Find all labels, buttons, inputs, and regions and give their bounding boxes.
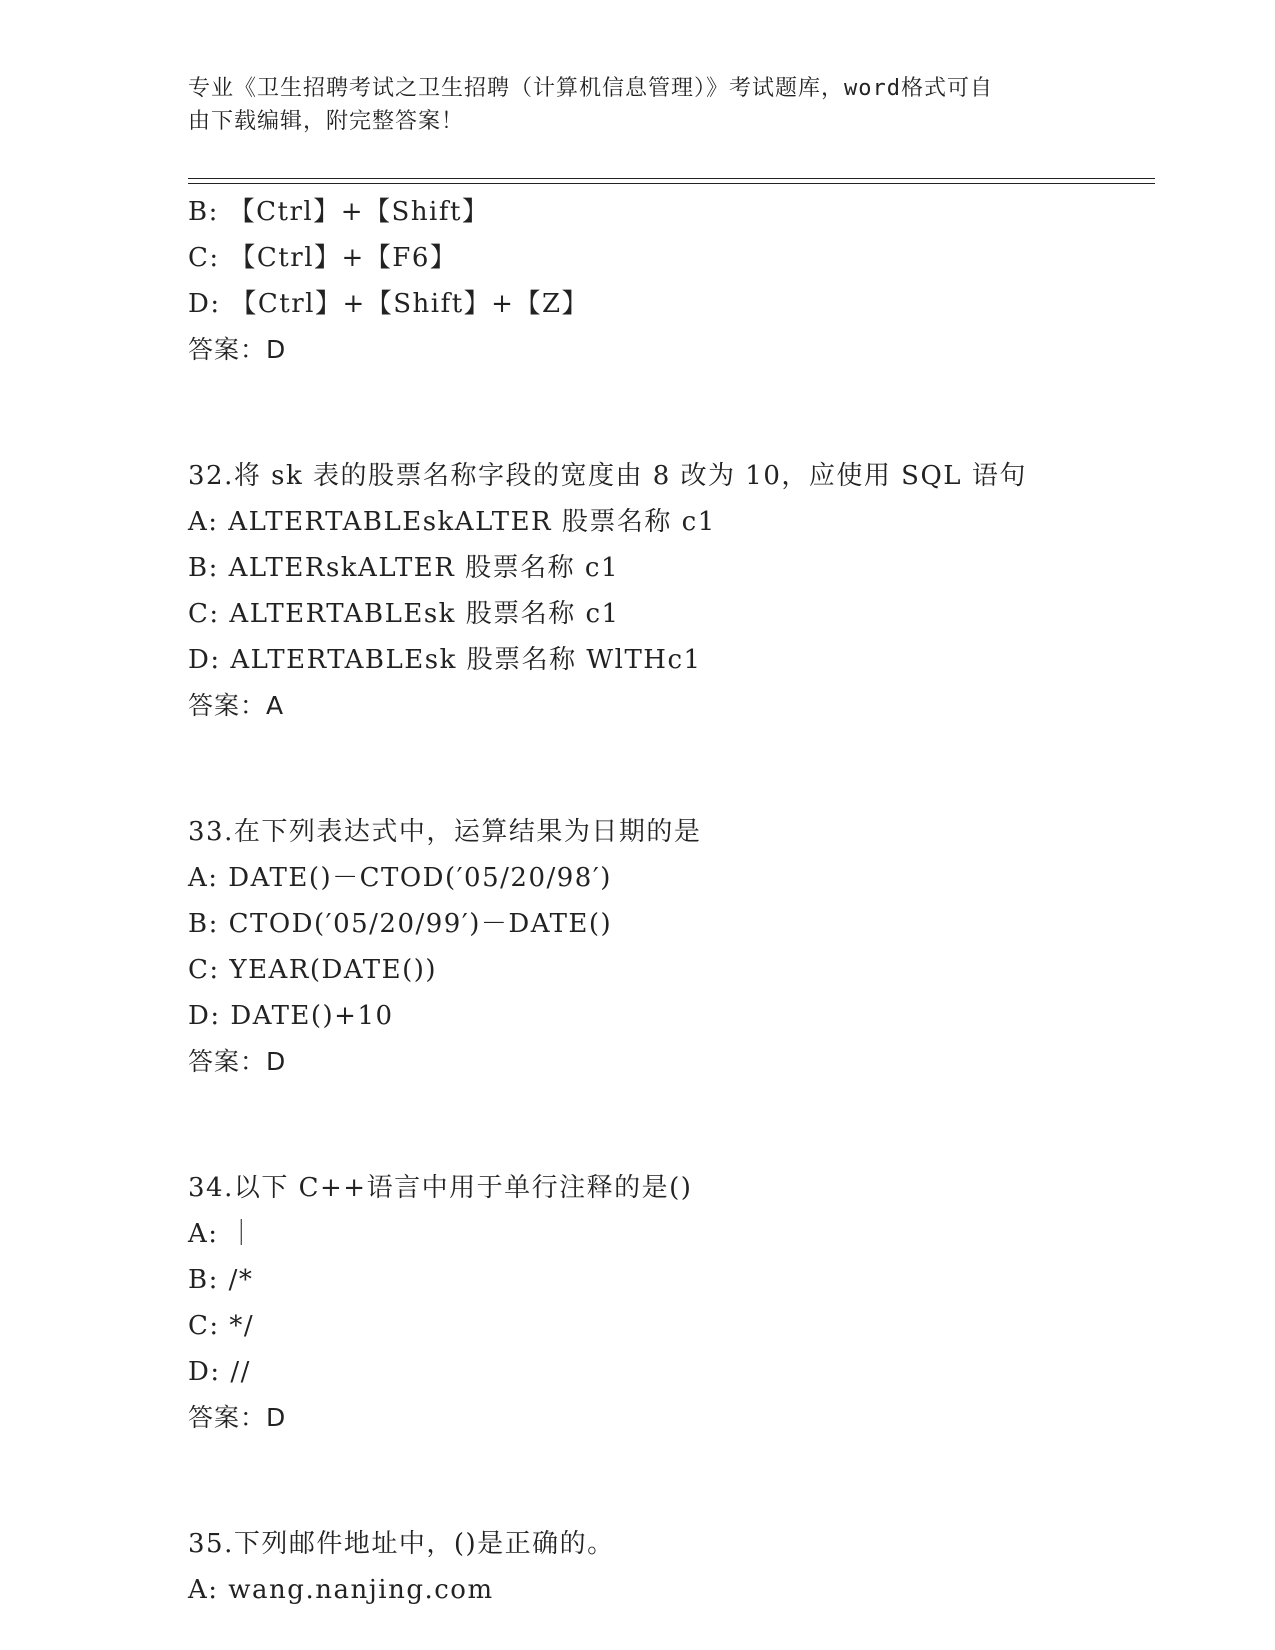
question-block-35 — [188, 1521, 1148, 1613]
option-c: C: YEAR(DATE()) — [188, 955, 438, 985]
option-a: A: wang.nanjing.com — [188, 1575, 494, 1605]
answer-line: 答案：D — [188, 1403, 287, 1432]
option-a: A: DATE()－CTOD(′05/20/98′) — [188, 863, 612, 893]
option-c: C: 【Ctrl】+【F6】 — [188, 243, 458, 273]
answer-line: 答案：D — [188, 335, 287, 364]
option-b: B: /* — [188, 1265, 254, 1295]
option-d: D: // — [188, 1357, 251, 1387]
option-a: A: ALTERTABLEskALTER 股票名称 c1 — [188, 507, 716, 537]
question-block-32 — [188, 453, 1148, 729]
option-d: D: ALTERTABLEsk 股票名称 WlTHc1 — [188, 645, 702, 675]
question-block-31 — [188, 189, 1148, 373]
spacer — [188, 373, 1148, 453]
question-list — [188, 189, 1148, 1613]
header-line-2: 由下载编辑，附完整答案！ — [188, 109, 465, 134]
header-divider-top — [188, 178, 1155, 179]
spacer — [188, 1085, 1148, 1165]
header-line-1: 专业《卫生招聘考试之卫生招聘（计算机信息管理）》考试题库，word格式可自 — [188, 76, 993, 101]
option-d: D: DATE()+10 — [188, 1001, 394, 1031]
spacer — [188, 729, 1148, 809]
option-c: C: ALTERTABLEsk 股票名称 c1 — [188, 599, 620, 629]
question-block-34 — [188, 1165, 1148, 1441]
option-b: B: CTOD(′05/20/99′)－DATE() — [188, 909, 613, 939]
option-b: B: ALTERskALTER 股票名称 c1 — [188, 553, 620, 583]
question-text: 35.下列邮件地址中，()是正确的。 — [188, 1529, 615, 1559]
answer-line: 答案：D — [188, 1047, 287, 1076]
option-a: A: ｜ — [188, 1219, 256, 1249]
document-header — [188, 72, 1068, 138]
option-c: C: */ — [188, 1311, 255, 1341]
option-d: D: 【Ctrl】+【Shift】+【Z】 — [188, 289, 590, 319]
question-block-33 — [188, 809, 1148, 1085]
option-b: B: 【Ctrl】+【Shift】 — [188, 197, 490, 227]
question-text: 32.将 sk 表的股票名称字段的宽度由 8 改为 10，应使用 SQL 语句 — [188, 461, 1027, 491]
answer-line: 答案：A — [188, 691, 285, 720]
question-text: 34.以下 C++语言中用于单行注释的是() — [188, 1173, 693, 1203]
question-text: 33.在下列表达式中，运算结果为日期的是 — [188, 817, 702, 847]
spacer — [188, 1441, 1148, 1521]
header-divider-bottom — [188, 183, 1155, 184]
